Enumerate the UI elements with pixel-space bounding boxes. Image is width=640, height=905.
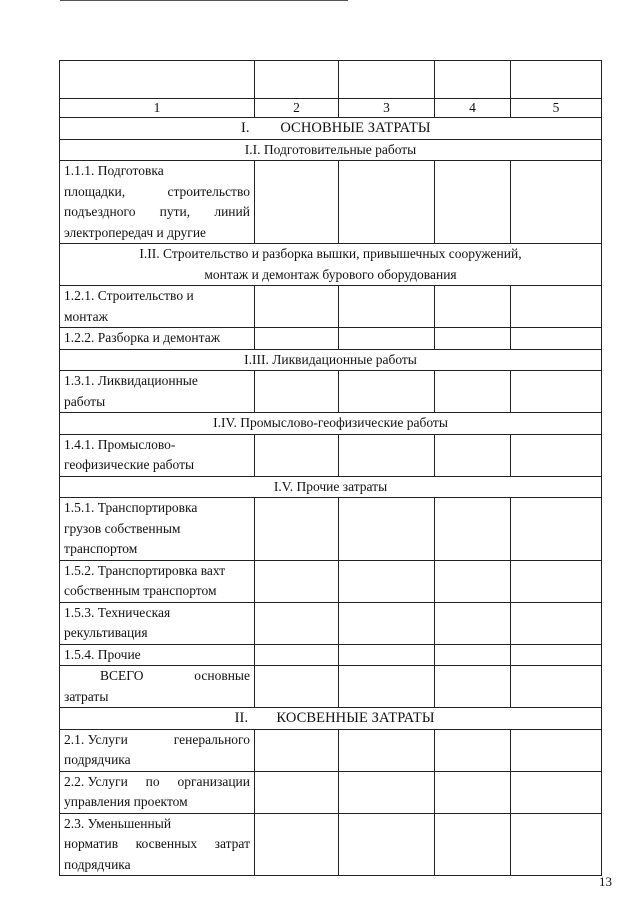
value-cell xyxy=(435,286,511,328)
item-text: работы xyxy=(64,393,106,409)
column-number: 2 xyxy=(255,99,339,118)
value-cell xyxy=(435,161,511,244)
value-cell xyxy=(339,666,435,708)
subsection-heading xyxy=(60,244,602,286)
item-label xyxy=(60,602,255,644)
value-cell xyxy=(435,498,511,561)
value-cell xyxy=(511,328,602,350)
value-cell xyxy=(339,813,435,876)
item-label xyxy=(60,434,255,476)
subsection-heading: I.I. Подготовительные работы xyxy=(60,139,602,161)
value-cell xyxy=(339,371,435,413)
value-cell xyxy=(255,328,339,350)
item-text: норматив косвенных затрат xyxy=(64,836,250,851)
subsection-heading: I.III. Ликвидационные работы xyxy=(60,349,602,371)
value-cell xyxy=(435,813,511,876)
value-cell xyxy=(255,498,339,561)
value-cell xyxy=(255,161,339,244)
item-text: собственным транспортом xyxy=(64,583,217,598)
value-cell xyxy=(255,771,339,813)
header-cell xyxy=(511,61,602,99)
header-cell xyxy=(255,61,339,99)
table-row xyxy=(60,498,602,561)
section-row-main xyxy=(60,118,602,140)
item-label xyxy=(60,813,255,876)
value-cell xyxy=(435,434,511,476)
subsection-heading: I.V. Прочие затраты xyxy=(60,476,602,498)
value-cell xyxy=(511,434,602,476)
item-label xyxy=(60,286,255,328)
section-number: I. xyxy=(240,120,250,136)
value-cell xyxy=(511,560,602,602)
subsection-row xyxy=(60,244,602,286)
value-cell xyxy=(255,286,339,328)
item-text: рекультивация xyxy=(64,625,148,640)
value-cell xyxy=(255,371,339,413)
section-title: ОСНОВНЫЕ ЗАТРАТЫ xyxy=(280,120,431,136)
value-cell xyxy=(435,771,511,813)
item-text: 1.4.1. Промыслово- xyxy=(64,436,176,452)
table-row xyxy=(60,371,602,413)
value-cell xyxy=(511,371,602,413)
item-text: 1.5.1. Транспортировка xyxy=(64,500,198,515)
column-number-row xyxy=(60,99,602,118)
table-row xyxy=(60,328,602,350)
table-row xyxy=(60,560,602,602)
subsection-row xyxy=(60,476,602,498)
item-text: 1.1.1. Подготовка xyxy=(64,163,164,178)
value-cell xyxy=(339,328,435,350)
table-row xyxy=(60,161,602,244)
value-cell xyxy=(511,498,602,561)
item-label xyxy=(60,161,255,244)
table-row xyxy=(60,729,602,771)
section-number: II. xyxy=(234,710,249,726)
value-cell xyxy=(511,729,602,771)
value-cell xyxy=(435,328,511,350)
value-cell xyxy=(511,771,602,813)
value-cell xyxy=(511,161,602,244)
item-text: 1.5.3. Техническая xyxy=(64,604,171,620)
item-label xyxy=(60,729,255,771)
total-row xyxy=(60,666,602,708)
header-cell xyxy=(435,61,511,99)
table-row xyxy=(60,813,602,876)
subsection-row xyxy=(60,349,602,371)
subsection-text: I.II. Строительство и разборка вышки, привышечных сооружений, xyxy=(139,246,522,261)
value-cell xyxy=(435,602,511,644)
value-cell xyxy=(339,602,435,644)
value-cell xyxy=(511,602,602,644)
item-text: затраты xyxy=(64,688,109,704)
column-number: 4 xyxy=(435,99,511,118)
item-text: 1.3.1. Ликвидационные xyxy=(64,373,198,388)
value-cell xyxy=(435,371,511,413)
value-cell xyxy=(339,729,435,771)
value-cell xyxy=(511,286,602,328)
header-rule xyxy=(60,0,348,1)
value-cell xyxy=(435,666,511,708)
item-text: подрядчика xyxy=(64,752,131,767)
value-cell xyxy=(255,602,339,644)
table-row xyxy=(60,644,602,666)
item-text: 2.1. Услуги генерального xyxy=(64,731,250,747)
item-text: геофизические работы xyxy=(64,457,195,472)
item-text: транспортом xyxy=(64,541,138,556)
value-cell xyxy=(339,498,435,561)
value-cell xyxy=(511,666,602,708)
item-label xyxy=(60,498,255,561)
item-label xyxy=(60,371,255,413)
page-number: 13 xyxy=(599,874,612,889)
section-title: КОСВЕННЫЕ ЗАТРАТЫ xyxy=(276,710,435,726)
value-cell xyxy=(435,644,511,666)
value-cell xyxy=(339,434,435,476)
subsection-row xyxy=(60,413,602,435)
section-row-indirect xyxy=(60,708,602,730)
value-cell xyxy=(255,813,339,876)
value-cell xyxy=(255,644,339,666)
subsection-row xyxy=(60,139,602,161)
column-number: 1 xyxy=(60,99,255,118)
subsection-text: монтаж и демонтаж бурового оборудования xyxy=(204,266,457,282)
item-text: 1.2.1. Строительство и xyxy=(64,288,194,303)
value-cell xyxy=(339,286,435,328)
item-label xyxy=(60,771,255,813)
table-row xyxy=(60,434,602,476)
value-cell xyxy=(435,729,511,771)
value-cell xyxy=(511,644,602,666)
value-cell xyxy=(255,560,339,602)
table-row xyxy=(60,286,602,328)
cost-table xyxy=(59,60,602,876)
value-cell xyxy=(339,161,435,244)
item-text: грузов собственным xyxy=(64,520,181,536)
item-text: подрядчика xyxy=(64,856,131,872)
item-text: 1.5.2. Транспортировка вахт xyxy=(64,562,226,578)
item-text: управления проектом xyxy=(64,794,188,809)
section-heading xyxy=(60,708,602,730)
subsection-heading: I.IV. Промыслово-геофизические работы xyxy=(60,413,602,435)
item-text: ВСЕГО основные xyxy=(100,668,250,683)
value-cell xyxy=(255,666,339,708)
item-text: площадки, строительство xyxy=(64,183,250,199)
item-text: монтаж xyxy=(64,308,108,324)
value-cell xyxy=(511,813,602,876)
table-header-row xyxy=(60,61,602,99)
value-cell xyxy=(255,434,339,476)
item-text: 2.3. Уменьшенный xyxy=(64,815,172,831)
column-number: 5 xyxy=(511,99,602,118)
header-cell xyxy=(339,61,435,99)
item-text: 2.2. Услуги по организации xyxy=(64,773,250,789)
value-cell xyxy=(255,729,339,771)
value-cell xyxy=(339,771,435,813)
table-row xyxy=(60,771,602,813)
item-label: 1.2.2. Разборка и демонтаж xyxy=(60,328,255,350)
item-text: подъездного пути, линий xyxy=(64,204,250,219)
item-text: электропередач и другие xyxy=(64,224,207,240)
value-cell xyxy=(339,560,435,602)
section-heading xyxy=(60,118,602,140)
header-cell xyxy=(60,61,255,99)
value-cell xyxy=(339,644,435,666)
value-cell xyxy=(435,560,511,602)
item-label xyxy=(60,560,255,602)
total-label xyxy=(60,666,255,708)
table-row xyxy=(60,602,602,644)
column-number: 3 xyxy=(339,99,435,118)
item-label: 1.5.4. Прочие xyxy=(60,644,255,666)
